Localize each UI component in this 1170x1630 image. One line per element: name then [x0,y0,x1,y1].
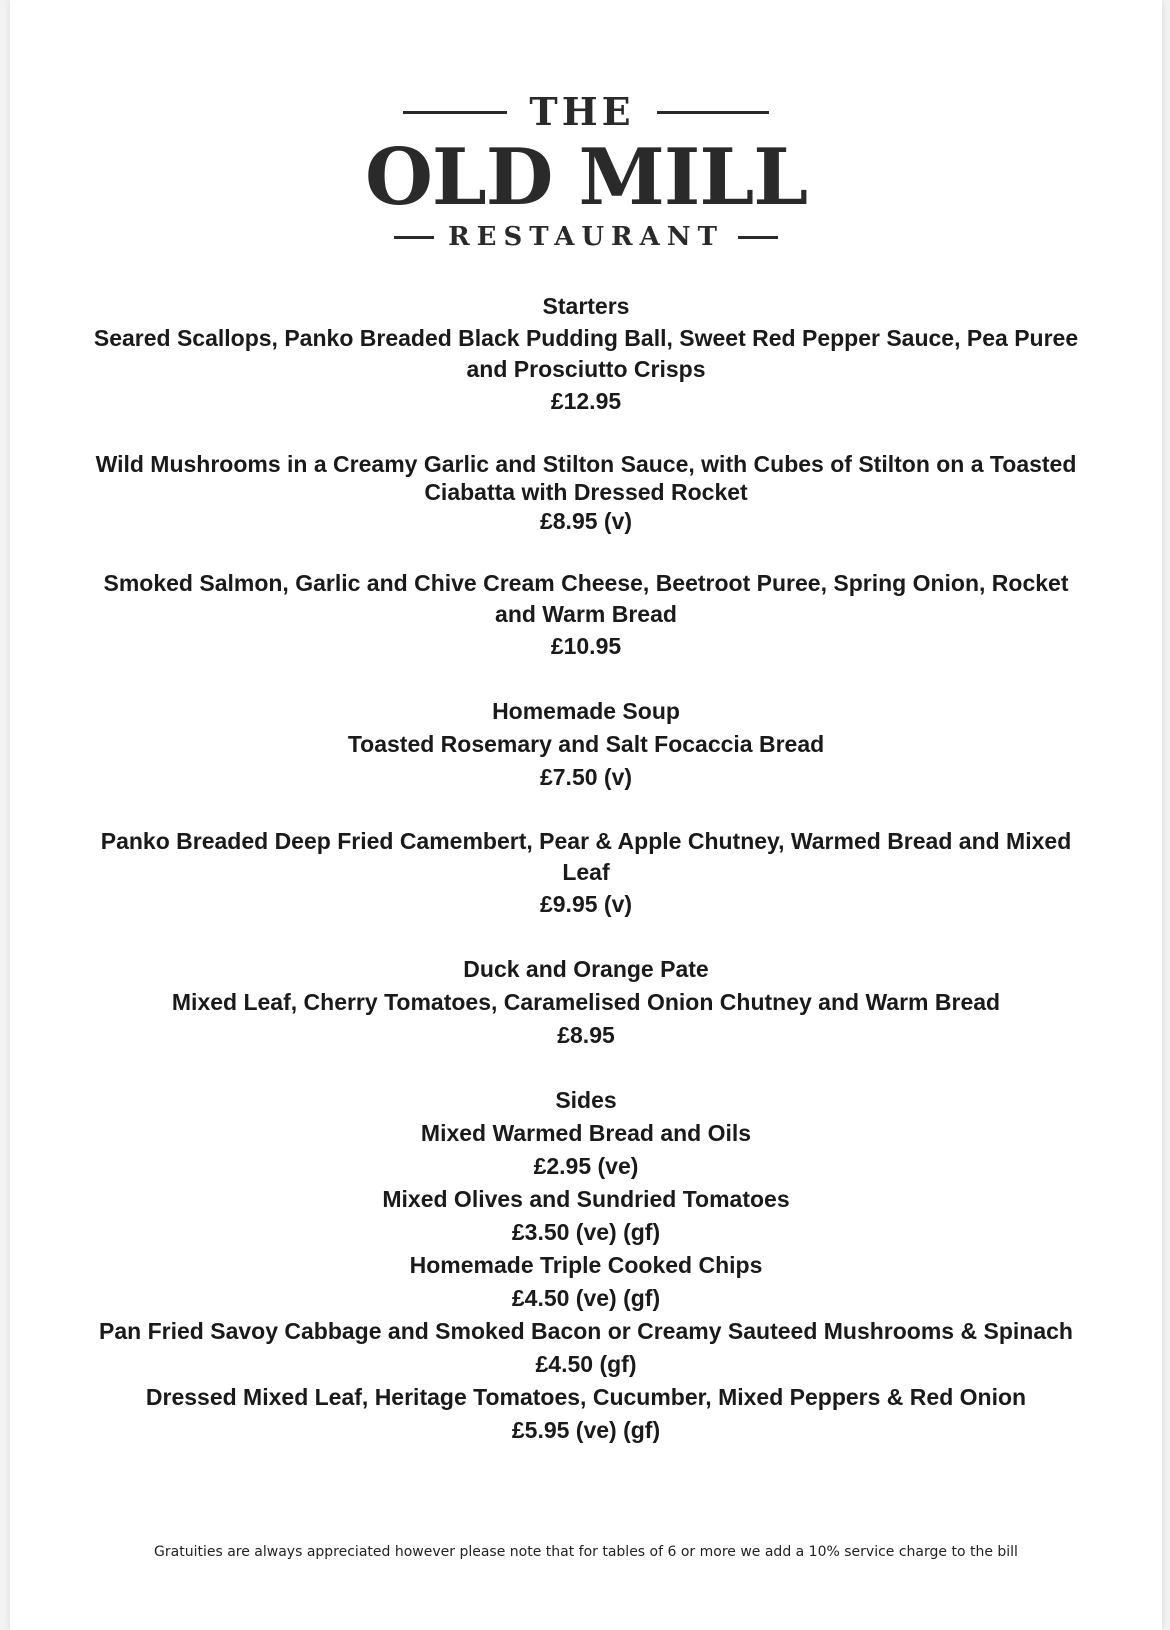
gratuity-note: Gratuities are always appreciated however please note that for tables of 6 or more we add a 10% service charge to the bill [154,1544,1018,1560]
starter-2-desc: Wild Mushrooms in a Creamy Garlic and Stilton Sauce, with Cubes of Stilton on a Toasted Ciabatta with Dressed Rocket [95,451,1077,505]
side-4-desc: Pan Fried Savoy Cabbage and Smoked Bacon or Creamy Sauteed Mushrooms & Spinach £4.50 (gf) [99,1318,1073,1377]
starter-3-price: £10.95 [550,633,622,659]
starter-1-price: £12.95 [550,388,622,414]
logo-the: THE [529,89,635,134]
side-1-desc: Mixed Warmed Bread and Oils [420,1120,752,1146]
side-2-price: £3.50 (ve) (gf) [511,1219,661,1245]
restaurant-logo [10,90,1162,254]
starter-6-desc: Mixed Leaf, Cherry Tomatoes, Caramelised Onion Chutney and Warm Bread [171,989,1001,1015]
starter-3-desc: Smoked Salmon, Garlic and Chive Cream Cheese, Beetroot Puree, Spring Onion, Rocket and Warm Bread [103,570,1069,627]
starter-2-price: £8.95 (v) [539,508,633,534]
starter-5-price: £9.95 (v) [539,891,633,917]
logo-sub-rule-right [738,236,778,239]
logo-rule-right [657,111,769,114]
sides-heading: Sides [555,1087,617,1113]
side-3-desc: Homemade Triple Cooked Chips [409,1252,763,1278]
side-2-desc: Mixed Olives and Sundried Tomatoes [382,1186,790,1212]
logo-top-row [10,90,1162,134]
menu-page [10,0,1162,1630]
side-5-price: £5.95 (ve) (gf) [511,1417,661,1443]
starter-6-price: £8.95 [557,1022,615,1048]
starter-4-title: Homemade Soup [492,698,680,724]
side-1-price: £2.95 (ve) [533,1153,639,1179]
logo-main: OLD MILL [364,132,808,223]
side-3-price: £4.50 (ve) (gf) [511,1285,661,1311]
logo-bottom-row [10,220,1162,254]
logo-sub-rule-left [394,236,434,239]
starter-5-desc: Panko Breaded Deep Fried Camembert, Pear & Apple Chutney, Warmed Bread and Mixed Leaf [100,828,1072,885]
starter-1-desc: Seared Scallops, Panko Breaded Black Pudding Ball, Sweet Red Pepper Sauce, Pea Puree and Prosciutto Crisps [93,325,1079,382]
menu-body [10,290,1162,1447]
starter-4-price: £7.50 (v) [539,764,633,790]
logo-rule-left [403,111,507,114]
starter-4-desc: Toasted Rosemary and Salt Focaccia Bread [347,731,825,757]
starter-6-title: Duck and Orange Pate [463,956,709,982]
starters-heading: Starters [542,293,630,319]
side-5-desc: Dressed Mixed Leaf, Heritage Tomatoes, Cucumber, Mixed Peppers & Red Onion [145,1384,1027,1410]
logo-sub: RESTAURANT [448,222,724,252]
